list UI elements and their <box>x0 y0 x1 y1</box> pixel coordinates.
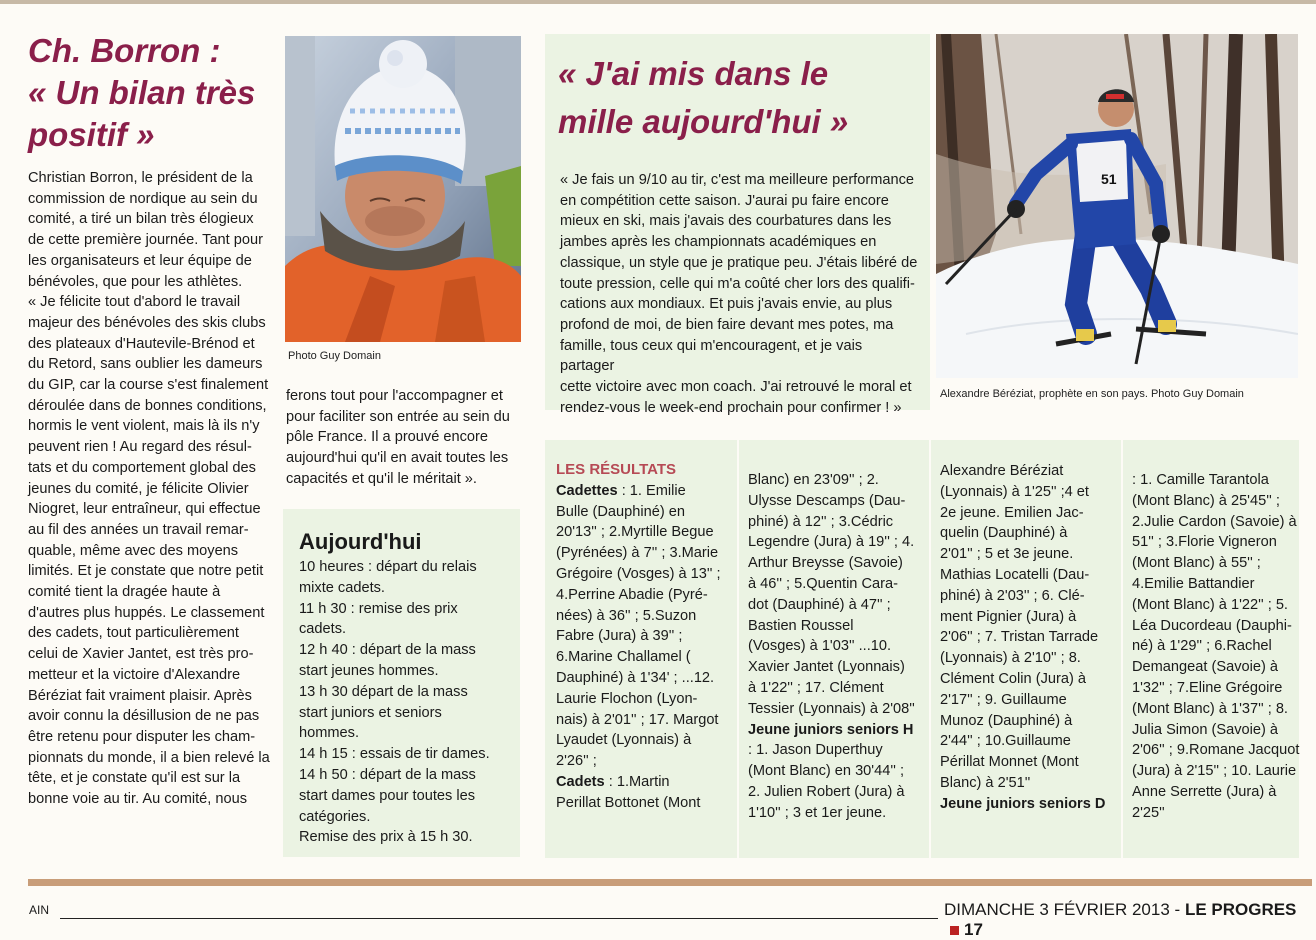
result-text: (Mont Blanc) à 1'37'' ; 8. <box>1132 700 1288 717</box>
body-line: avoir connu la désillusion de ne pas <box>28 708 260 725</box>
schedule-item: 14 h 15 : essais de tir dames. <box>299 746 490 763</box>
result-line <box>748 491 928 512</box>
body-line: ferons tout pour l'accompagner et <box>286 388 503 404</box>
body-line: de cette première journée. Tant pour <box>28 232 263 249</box>
result-text: (Mont Blanc) en 30'44'' ; <box>748 763 904 780</box>
aujourdhui-schedule <box>283 557 520 848</box>
borron-photo <box>285 36 521 342</box>
result-text: (Mont Blanc) à 1'22'' ; 5. <box>1132 596 1288 613</box>
quote-line: profond de moi, de bien faire devant mes potes, ma <box>560 316 894 333</box>
folio-square-icon <box>950 926 959 935</box>
result-line <box>748 761 928 782</box>
schedule-item: 12 h 40 : départ de la mass <box>299 642 476 659</box>
result-line <box>1132 616 1302 637</box>
result-line <box>556 606 736 627</box>
body-line: hormis le vent violent, mais là ils n'y <box>28 418 260 435</box>
quote-line: cette victoire avec mon coach. J'ai retrouvé le moral et <box>560 379 912 396</box>
quote-line: cations aux mondiaux. Et puis j'avais envie, au plus <box>560 296 893 313</box>
result-text: 2'17'' ; 9. Guillaume <box>940 691 1067 708</box>
result-line <box>940 752 1120 773</box>
result-text: Mathias Locatelli (Dau- <box>940 566 1090 583</box>
result-line <box>940 711 1120 732</box>
result-line <box>940 794 1120 815</box>
result-text: (Pyrénées) à 7'' ; 3.Marie <box>556 545 719 562</box>
quote-line: toute pression, celle qui m'a coûté cher lors des qualifi- <box>560 275 915 292</box>
footer-rule <box>60 918 938 919</box>
result-text: (Lyonnais) à 2'10'' ; 8. <box>940 650 1081 667</box>
result-line <box>556 668 736 689</box>
result-line <box>940 627 1120 648</box>
result-text: Laurie Flochon (Lyon- <box>556 690 698 707</box>
result-line <box>1132 803 1302 824</box>
bottom-stripe <box>28 879 1312 886</box>
result-text: 1'32'' ; 7.Eline Grégoire <box>1132 679 1283 696</box>
result-text: Dauphiné) à 1'34' ; ...12. <box>556 669 715 686</box>
results-column-gap <box>737 440 739 858</box>
result-text: Bastien Roussel <box>748 617 854 634</box>
headline-line: Ch. Borron : <box>28 32 221 69</box>
result-line <box>748 532 928 553</box>
result-text: 20'13'' ; 2.Myrtille Begue <box>556 524 714 541</box>
result-line <box>1132 657 1302 678</box>
body-line: capacités et qu'il le méritait ». <box>286 470 477 487</box>
result-text: 2'26'' ; <box>556 753 597 770</box>
result-text: (Vosges) à 1'03'' ...10. <box>748 638 892 655</box>
result-line <box>1132 720 1302 741</box>
result-line <box>1132 532 1302 553</box>
borron-body-continued <box>286 386 524 490</box>
result-line <box>556 751 736 772</box>
result-text: 2'06'' ; 9.Romane Jacquot <box>1132 742 1300 759</box>
body-line: comité, a tiré un bilan très élogieux <box>28 211 254 228</box>
result-line <box>748 574 928 595</box>
body-line: être retenu pour disputer les cham- <box>28 728 256 745</box>
result-text: Anne Serrette (Jura) à <box>1132 783 1277 800</box>
result-line <box>556 772 736 793</box>
body-line: déroulée dans de bonnes conditions, <box>28 397 267 414</box>
result-text: nées) à 36'' ; 5.Suzon <box>556 607 697 624</box>
result-line <box>748 699 928 720</box>
body-line: jeunes du comité, je félicite Olivier <box>28 480 249 497</box>
result-category: Jeune juniors seniors D <box>940 795 1106 812</box>
result-text: 2'06'' ; 7. Tristan Tarrade <box>940 629 1099 646</box>
result-line <box>556 647 736 668</box>
result-line <box>940 586 1120 607</box>
schedule-item: cadets. <box>299 621 347 638</box>
folio-separator: - <box>1174 900 1181 919</box>
result-line <box>556 481 736 502</box>
result-text: 2'25'' <box>1132 804 1165 821</box>
edition-date: DIMANCHE 3 FÉVRIER 2013 <box>944 900 1170 919</box>
result-text: Léa Ducordeau (Dauphi- <box>1132 617 1292 634</box>
result-line <box>940 544 1120 565</box>
result-line <box>748 657 928 678</box>
schedule-item: start dames pour toutes les <box>299 787 476 804</box>
result-line <box>1132 470 1302 491</box>
result-line <box>556 502 736 523</box>
page-number: 17 <box>964 920 983 939</box>
result-text: 2.Julie Cardon (Savoie) à <box>1132 513 1297 530</box>
result-text: Blanc) en 23'09'' ; 2. <box>748 472 879 488</box>
section-label: AIN <box>29 903 50 917</box>
schedule-item: hommes. <box>299 725 360 742</box>
result-line <box>1132 636 1302 657</box>
result-text: 4.Emilie Battandier <box>1132 575 1255 592</box>
quote-line: mieux en ski, mais j'avais des courbatures dans les <box>560 213 892 230</box>
body-line: pionnats du monde, il a bien relevé la <box>28 749 270 766</box>
bereziat-headline <box>558 50 928 146</box>
result-line <box>1132 678 1302 699</box>
result-line <box>748 782 928 803</box>
result-line <box>556 626 736 647</box>
result-text: quelin (Dauphiné) à <box>940 525 1068 542</box>
quote-line: classique, un style que je pratique peu. J'étais libéré de <box>560 254 918 271</box>
body-line: du Retord, sans oublier les dameurs <box>28 356 263 373</box>
result-text: : 1. Camille Tarantola <box>1132 472 1269 488</box>
results-column-1 <box>556 460 736 814</box>
quote-line: famille, tous ceux qui m'encouragent, et je vais partager <box>560 337 863 375</box>
aujourdhui-title: Aujourd'hui <box>299 529 422 554</box>
result-text: Fabre (Jura) à 39'' ; <box>556 628 683 645</box>
result-line <box>940 482 1120 503</box>
body-line: bénévoles, que pour les athlètes. <box>28 273 243 290</box>
results-column-4 <box>1132 470 1302 824</box>
result-line <box>748 512 928 533</box>
result-line <box>1132 782 1302 803</box>
schedule-item: 11 h 30 : remise des prix <box>299 600 458 617</box>
result-line <box>556 710 736 731</box>
result-line <box>940 523 1120 544</box>
result-line <box>748 803 928 824</box>
bereziat-quote <box>560 170 920 418</box>
result-text: à 46'' ; 5.Quentin Cara- <box>748 575 898 592</box>
body-line: tats et du comportement global des <box>28 459 256 476</box>
result-line <box>556 730 736 751</box>
borron-body <box>28 168 276 810</box>
quote-line: jambes après les championnats académiques en <box>560 234 877 251</box>
schedule-item: 10 heures : départ du relais <box>299 559 477 575</box>
headline-line: positif » <box>28 116 155 153</box>
body-line: du GIP, car la course s'est finalement <box>28 377 269 394</box>
body-line: majeur des bénévoles des skis clubs <box>28 314 266 331</box>
result-text: Julia Simon (Savoie) à <box>1132 721 1279 738</box>
continued-text <box>286 386 524 490</box>
result-line <box>556 793 736 814</box>
schedule-item: 14 h 50 : départ de la mass <box>299 766 476 783</box>
body-line: des cadets, tout particulièrement <box>28 625 239 642</box>
bib-number: 51 <box>1101 171 1117 187</box>
body-line: d'autres plus huppés. Le classement <box>28 604 265 621</box>
result-text: 51'' ; 3.Florie Vigneron <box>1132 534 1277 551</box>
newspaper-name: LE PROGRES <box>1184 900 1297 919</box>
results-title: LES RÉSULTATS <box>556 461 676 478</box>
result-text: nais) à 2'01'' ; 17. Margot <box>556 711 719 728</box>
body-line: pôle France. Il a prouvé encore <box>286 429 488 446</box>
result-text: Bulle (Dauphiné) en <box>556 503 685 520</box>
headline-line: « J'ai mis dans le <box>558 55 829 92</box>
schedule-item: catégories. <box>299 808 371 825</box>
result-text: Clément Colin (Jura) à <box>940 670 1086 687</box>
result-text: Grégoire (Vosges) à 13'' ; <box>556 565 721 582</box>
result-text: 6.Marine Challamel ( <box>556 649 691 666</box>
bereziat-photo-caption: Alexandre Béréziat, prophète en son pays. Photo Guy Domain <box>940 388 1244 400</box>
result-line <box>1132 740 1302 761</box>
quote-line: rendez-vous le week-end prochain pour confirmer ! » <box>560 399 902 416</box>
headline-line: mille aujourd'hui » <box>558 103 849 140</box>
quote-line: « Je fais un 9/10 au tir, c'est ma meilleure performance <box>560 172 915 188</box>
body-line: tête, et je constate qu'il est sur la <box>28 770 241 787</box>
result-text: Xavier Jantet (Lyonnais) <box>748 659 905 676</box>
result-line <box>1132 553 1302 574</box>
body-line: aujourd'hui qu'il en avait toutes les <box>286 450 509 467</box>
results-column-gap <box>929 440 931 858</box>
body-line: « Je félicite tout d'abord le travail <box>28 294 241 311</box>
body-line: des plateaux d'Hautevile-Brénod et <box>28 335 255 352</box>
result-line <box>1132 761 1302 782</box>
result-text: Ulysse Descamps (Dau- <box>748 492 906 509</box>
body-line: bonne voie au tir. Au comité, nous <box>28 791 248 808</box>
result-line <box>556 564 736 585</box>
body-line: celui de Xavier Jantet, est très pro- <box>28 646 254 663</box>
schedule-item: 13 h 30 départ de la mass <box>299 683 468 700</box>
body-line: au fil des années un travail remar- <box>28 521 249 538</box>
result-text: (Jura) à 2'15'' ; 10. Laurie <box>1132 763 1297 780</box>
result-line <box>1132 595 1302 616</box>
result-text: 1'10'' ; 3 et 1er jeune. <box>748 804 887 821</box>
result-line <box>748 678 928 699</box>
body-line: Niogret, leur entraîneur, qui effectue <box>28 501 261 518</box>
top-rule <box>0 0 1316 4</box>
result-text: : 1. Emilie <box>617 482 686 499</box>
result-line <box>748 616 928 637</box>
result-line <box>748 470 928 491</box>
result-line <box>748 636 928 657</box>
result-line <box>748 740 928 761</box>
body-line: limités. Et je constate que notre petit <box>28 563 264 580</box>
result-line <box>940 503 1120 524</box>
result-category: Cadettes <box>556 482 618 499</box>
headline-line: « Un bilan très <box>28 74 256 111</box>
borron-headline <box>28 30 276 156</box>
result-line <box>1132 574 1302 595</box>
results-column-2 <box>748 470 928 824</box>
body-line: peuvent rien ! Au regard des résul- <box>28 439 252 456</box>
result-text: : 1. Jason Duperthuy <box>748 742 883 759</box>
body-line: comité tient la dragée haute à <box>28 584 221 601</box>
result-text: Munoz (Dauphiné) à <box>940 712 1073 729</box>
body-line: commission de nordique au sein du <box>28 190 258 207</box>
folio <box>944 900 1316 940</box>
result-text: Alexandre Béréziat <box>940 463 1064 479</box>
result-text: 2'01'' ; 5 et 3e jeune. <box>940 546 1074 563</box>
result-text: phiné) à 2'03'' ; 6. Clé- <box>940 587 1085 604</box>
result-line <box>940 648 1120 669</box>
aujourdhui-box <box>283 509 520 857</box>
body-line: pour faciliter son entrée au sein du <box>286 408 510 425</box>
result-text: phiné) à 12'' ; 3.Cédric <box>748 513 894 530</box>
result-text: (Mont Blanc) à 55'' ; <box>1132 555 1261 572</box>
result-text: 4.Perrine Abadie (Pyré- <box>556 586 708 603</box>
result-category: Cadets <box>556 773 605 790</box>
result-text: né) à 1'29'' ; 6.Rachel <box>1132 638 1272 655</box>
result-text: Blanc) à 2'51'' <box>940 774 1031 791</box>
article-borron <box>28 30 276 810</box>
result-line <box>748 720 928 741</box>
result-line <box>1132 491 1302 512</box>
result-text: (Mont Blanc) à 25'45'' ; <box>1132 492 1280 509</box>
quote-line: en compétition cette saison. J'aurai pu faire encore <box>560 192 889 209</box>
bereziat-photo <box>936 34 1298 378</box>
result-text: : 1.Martin <box>604 773 670 790</box>
body-line: Christian Borron, le président de la <box>28 170 253 186</box>
schedule-item: mixte cadets. <box>299 579 385 596</box>
result-line <box>748 595 928 616</box>
result-line <box>1132 699 1302 720</box>
schedule-item: Remise des prix à 15 h 30. <box>299 829 473 846</box>
result-text: Lyaudet (Lyonnais) à <box>556 732 692 749</box>
body-line: metteur et la victoire d'Alexandre <box>28 666 241 683</box>
results-column-3 <box>940 461 1120 815</box>
result-line <box>556 543 736 564</box>
result-text: Arthur Breysse (Savoie) <box>748 555 903 572</box>
result-category: Jeune juniors seniors H <box>748 721 914 738</box>
result-line <box>940 565 1120 586</box>
result-line <box>556 689 736 710</box>
result-text: ment Pignier (Jura) à <box>940 608 1077 625</box>
result-text: Perillat Bottonet (Mont <box>556 794 701 811</box>
result-line <box>556 522 736 543</box>
result-line <box>940 731 1120 752</box>
result-text: Tessier (Lyonnais) à 2'08'' <box>748 700 915 717</box>
result-line <box>940 669 1120 690</box>
result-text: à 1'22'' ; 17. Clément <box>748 679 884 696</box>
schedule-item: start jeunes hommes. <box>299 662 439 679</box>
result-line <box>940 690 1120 711</box>
borron-photo-caption: Photo Guy Domain <box>288 350 381 362</box>
body-line: les organisateurs et leur équipe de <box>28 252 252 269</box>
result-text: Périllat Monnet (Mont <box>940 754 1079 771</box>
result-text: Demangeat (Savoie) à <box>1132 659 1279 676</box>
schedule-item: start juniors et seniors <box>299 704 442 721</box>
result-text: 2. Julien Robert (Jura) à <box>748 783 905 800</box>
results-column-gap <box>1121 440 1123 858</box>
result-line <box>940 607 1120 628</box>
body-line: quable, même avec des moyens <box>28 542 239 559</box>
result-text: 2'44'' ; 10.Guillaume <box>940 733 1071 750</box>
result-text: Legendre (Jura) à 19'' ; 4. <box>748 534 915 551</box>
body-line: Béréziat fait vraiment plaisir. Après <box>28 687 252 704</box>
result-line <box>748 553 928 574</box>
result-line <box>1132 512 1302 533</box>
result-text: (Lyonnais) à 1'25'' ;4 et <box>940 483 1089 500</box>
result-text: 2e jeune. Emilien Jac- <box>940 504 1084 521</box>
result-line <box>940 773 1120 794</box>
result-line <box>556 585 736 606</box>
result-text: dot (Dauphiné) à 47'' ; <box>748 596 891 613</box>
result-line <box>940 461 1120 482</box>
